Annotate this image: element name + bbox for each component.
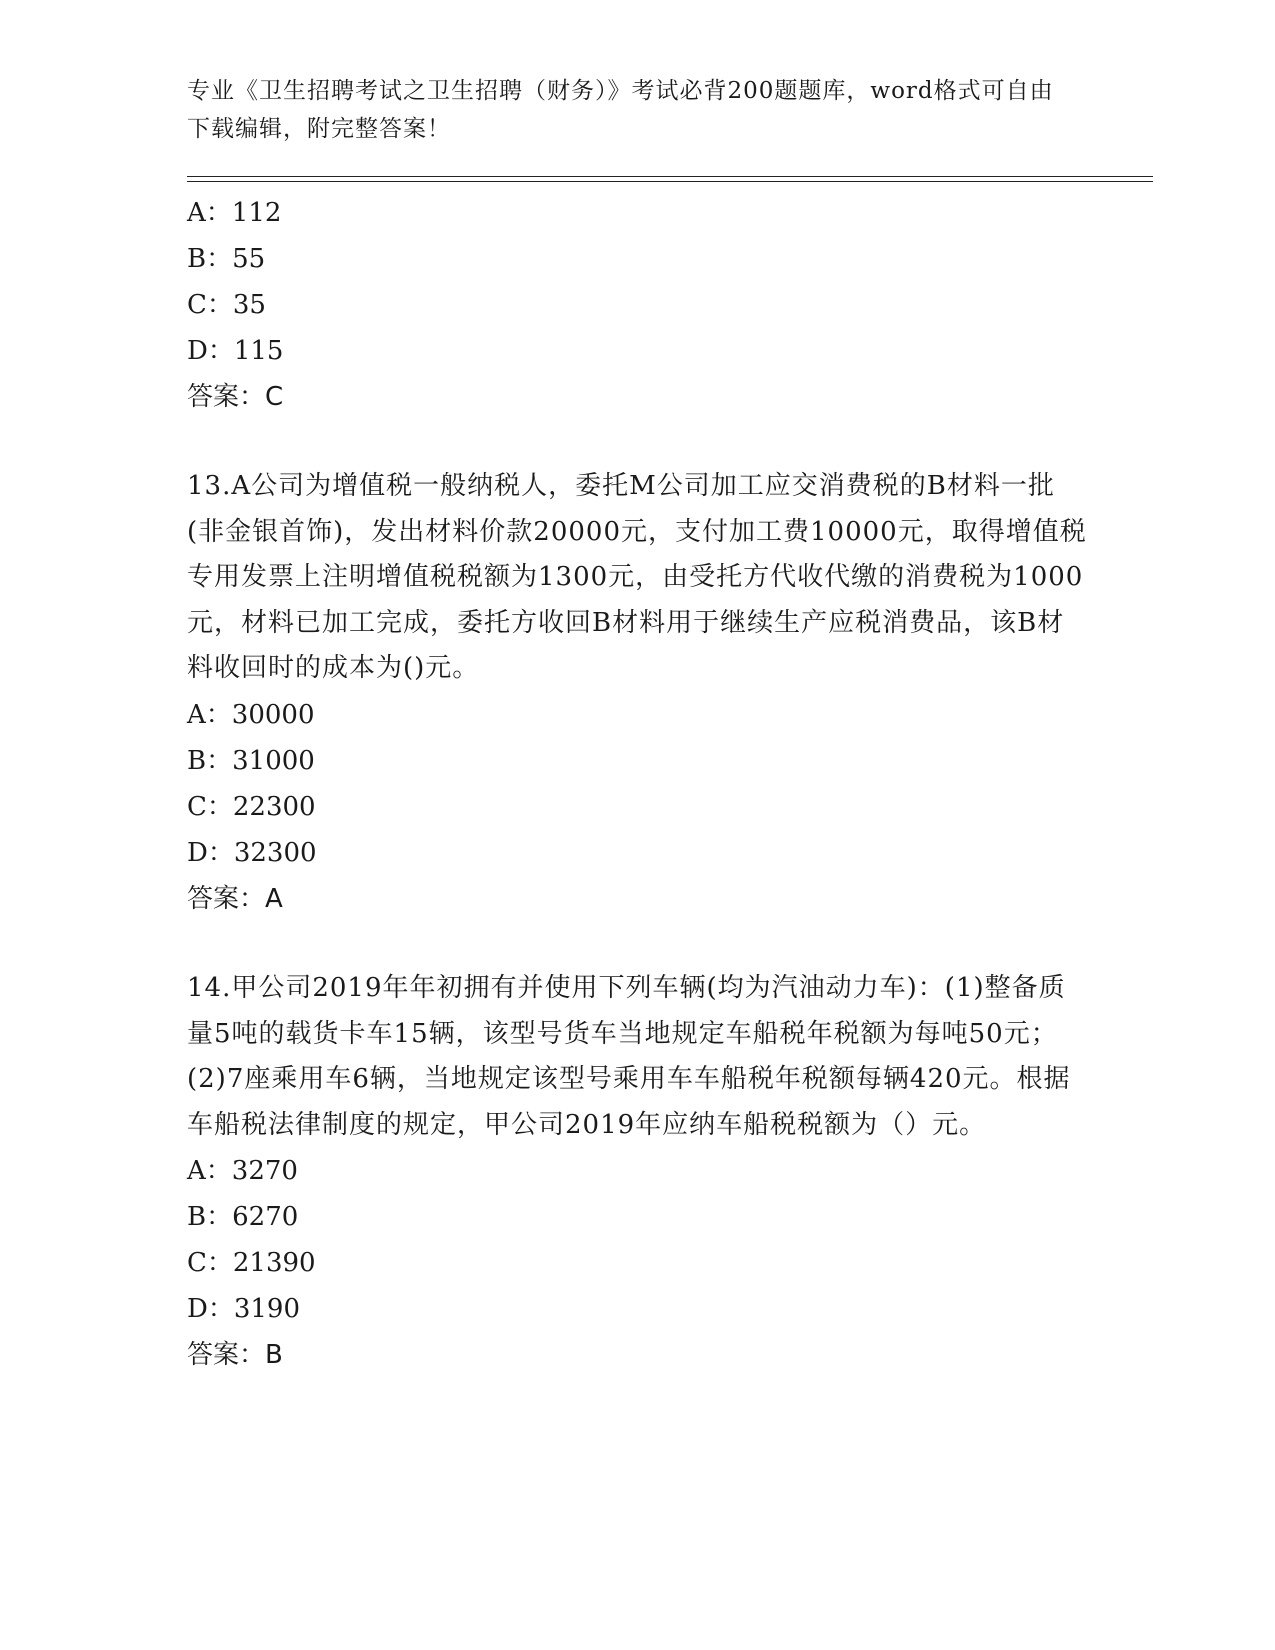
answer-line: 答案：A [187, 883, 283, 914]
answer-line: 答案：B [187, 1340, 283, 1371]
option-c: C：21390 [187, 1248, 316, 1279]
option-a: A：30000 [187, 699, 315, 730]
document-header: 专业《卫生招聘考试之卫生招聘（财务）》考试必背200题题库，word格式可自由下载编辑，附完整答案！ [187, 78, 1054, 142]
question-12-block [187, 190, 1087, 420]
option-a: A：112 [187, 198, 282, 228]
option-c: C：35 [187, 290, 266, 320]
option-d: D：115 [187, 336, 284, 366]
question-list [187, 190, 1087, 1378]
question-14-block [187, 966, 1087, 1378]
option-d: D：3190 [187, 1294, 301, 1325]
answer-line: 答案：C [187, 382, 284, 412]
option-c: C：22300 [187, 791, 316, 822]
option-d: D：32300 [187, 837, 317, 868]
header-divider-top [187, 176, 1153, 177]
option-b: B：6270 [187, 1202, 299, 1233]
option-b: B：31000 [187, 745, 315, 776]
header-divider-bottom [187, 181, 1153, 182]
question-text: 13.A公司为增值税一般纳税人，委托M公司加工应交消费税的B材料一批(非金银首饰)，发出材料价款20000元，支付加工费10000元，取得增值税专用发票上注明增值税税额为1300元，由受托方代收代缴的消费税为1000元，材料已加工完成，委托方收回B材料用于继续生产应税消费品，该B材料收回时的成本为()元。 [187, 471, 1087, 684]
question-text: 14.甲公司2019年年初拥有并使用下列车辆(均为汽油动力车)：(1)整备质量5吨的载货卡车15辆，该型号货车当地规定车船税年税额为每吨50元；(2)7座乘用车6辆，当地规定该型号乘用车车船税年税额每辆420元。根据车船税法律制度的规定，甲公司2019年应纳车船税税额为（）元。 [187, 972, 1071, 1140]
option-b: B：55 [187, 244, 266, 274]
question-13-block [187, 464, 1087, 922]
option-a: A：3270 [187, 1156, 298, 1187]
